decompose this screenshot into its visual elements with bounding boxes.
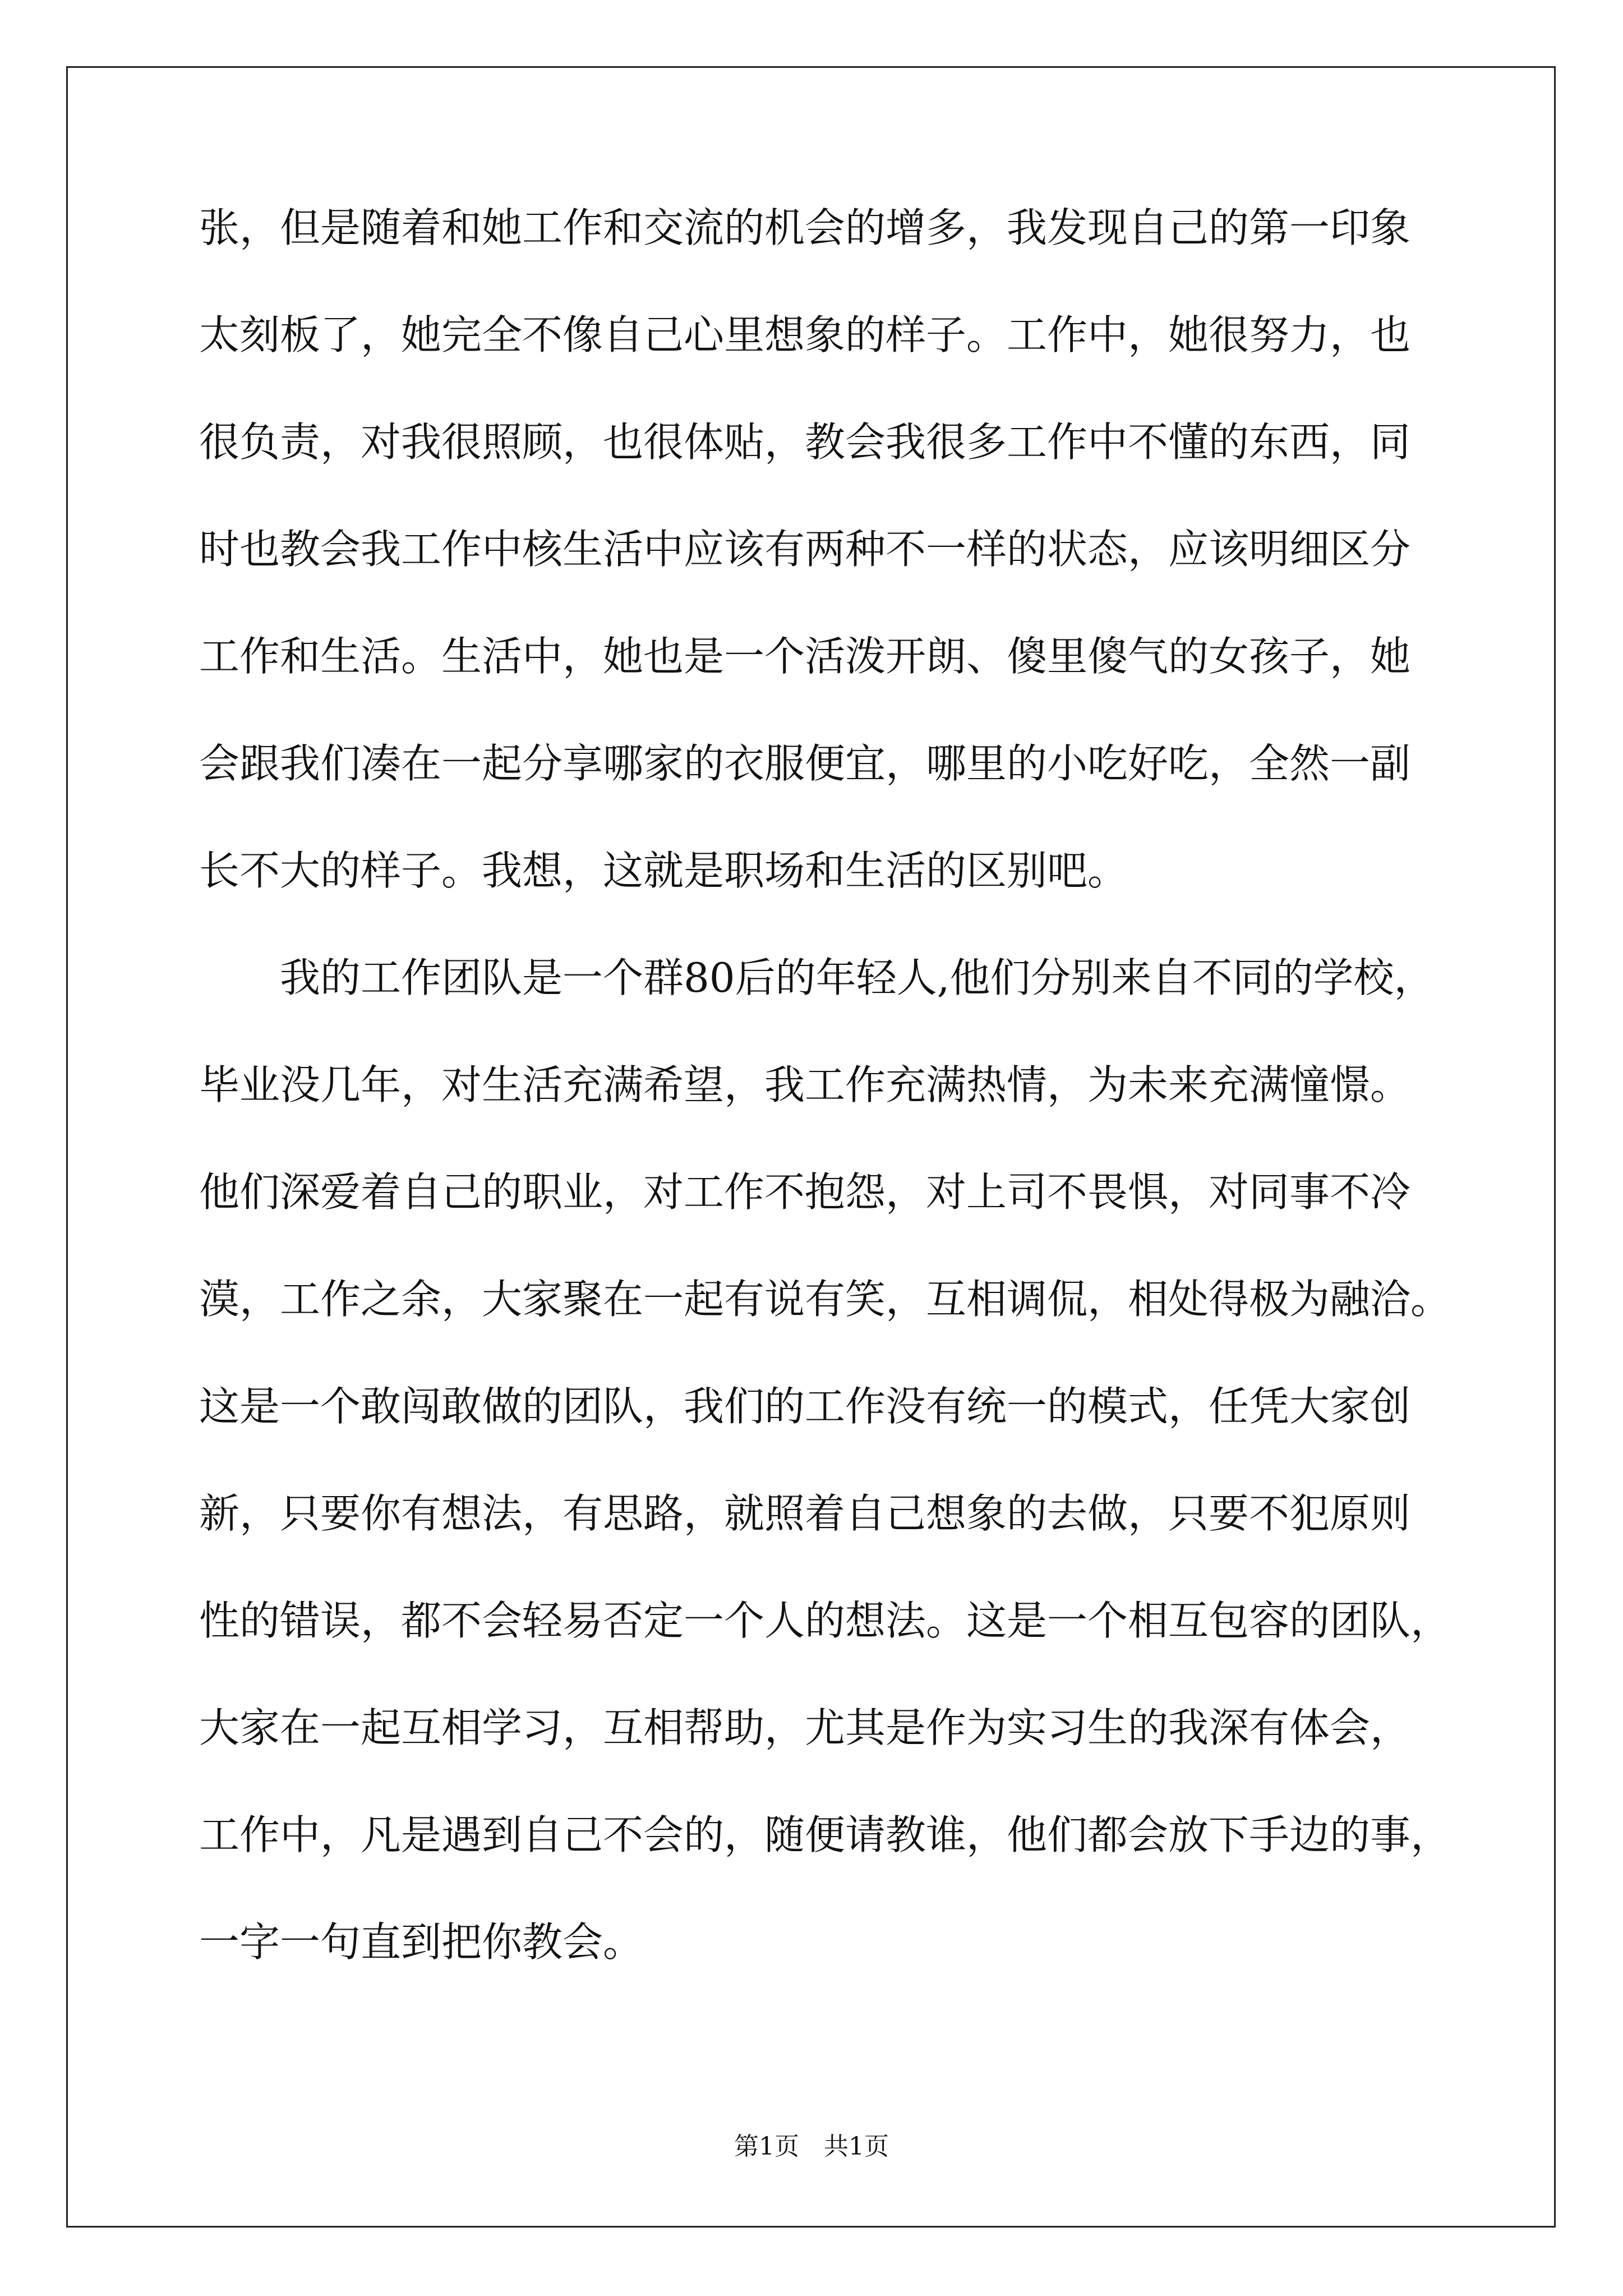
page-footer: 第1页 共1页 [734, 2132, 889, 2161]
paragraph-start-line: 我的工作团队是一个群80后的年轻人,他们分别来自不同的学校， [280, 954, 1435, 1001]
text-line: 这是一个敢闯敢做的团队，我们的工作没有统一的模式，任凭大家创 [199, 1383, 1411, 1430]
text-line: 张，但是随着和她工作和交流的机会的增多，我发现自己的第一印象 [199, 204, 1411, 251]
text-line: 工作和生活。生活中，她也是一个活泼开朗、傻里傻气的女孩子，她 [199, 633, 1411, 680]
text-line: 性的错误，都不会轻易否定一个人的想法。这是一个相互包容的团队， [199, 1597, 1451, 1644]
document-body [199, 204, 1451, 2029]
text-line: 大家在一起互相学习，互相帮助，尤其是作为实习生的我深有体会， [199, 1704, 1411, 1751]
text-line: 长不大的样子。我想，这就是职场和生活的区别吧。 [199, 847, 1128, 894]
text-line: 工作中，凡是遇到自己不会的，随便请教谁，他们都会放下手边的事， [199, 1811, 1451, 1858]
text-line: 很负责，对我很照顾，也很体贴，教会我很多工作中不懂的东西，同 [199, 418, 1411, 466]
text-line: 会跟我们凑在一起分享哪家的衣服便宜，哪里的小吃好吃，全然一副 [199, 740, 1411, 787]
text-line: 毕业没几年，对生活充满希望，我工作充满热情，为未来充满憧憬。 [199, 1061, 1411, 1108]
text-line: 太刻板了，她完全不像自己心里想象的样子。工作中，她很努力，也 [199, 311, 1411, 358]
text-line: 漠，工作之余，大家聚在一起有说有笑，互相调侃，相处得极为融洽。 [199, 1276, 1451, 1323]
text-line: 他们深爱着自己的职业，对工作不抱怨，对上司不畏惧，对同事不冷 [199, 1168, 1411, 1216]
text-line: 新，只要你有想法，有思路，就照着自己想象的去做，只要不犯原则 [199, 1490, 1411, 1537]
text-line: 时也教会我工作中核生活中应该有两种不一样的状态，应该明细区分 [199, 526, 1411, 573]
text-line: 一字一句直到把你教会。 [199, 1918, 644, 1966]
